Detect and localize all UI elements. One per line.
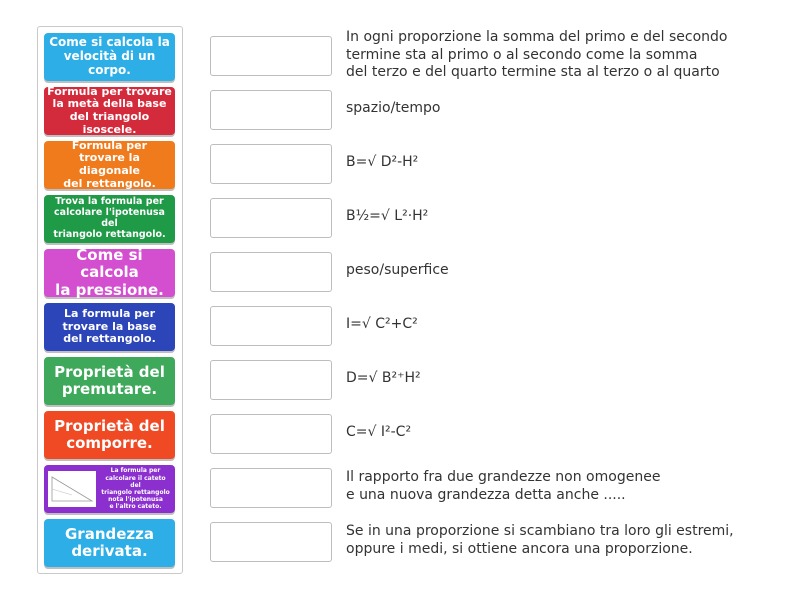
tile-velocita[interactable]: Come si calcola la velocità di un corpo. xyxy=(44,33,175,81)
tile-meta-base-isoscele[interactable]: Formula per trovare la metà della base del triangolo isoscele. xyxy=(44,87,175,135)
drop-slot-9[interactable] xyxy=(210,468,332,508)
triangle-icon xyxy=(48,471,96,507)
drop-slot-8[interactable] xyxy=(210,414,332,454)
tile-ipotenusa[interactable]: Trova la formula per calcolare l'ipotenusa del triangolo rettangolo. xyxy=(44,195,175,243)
drop-slot-3[interactable] xyxy=(210,144,332,184)
definition-7: D=√ B²⁺H² xyxy=(346,370,421,386)
definition-3: B=√ D²-H² xyxy=(346,154,419,170)
drop-slot-10[interactable] xyxy=(210,522,332,562)
tile-base-rettangolo[interactable]: La formula per trovare la base del rettangolo. xyxy=(44,303,175,351)
tile-diagonale-rettangolo[interactable]: Formula per trovare la diagonale del rettangolo. xyxy=(44,141,175,189)
triangle-thumbnail-image xyxy=(48,471,96,507)
drop-slot-4[interactable] xyxy=(210,198,332,238)
definition-4: B½=√ L²·H² xyxy=(346,208,429,224)
definition-5: peso/superfice xyxy=(346,262,449,278)
tile-permutare[interactable]: Proprietà del premutare. xyxy=(44,357,175,405)
definition-10: Se in una proporzione si scambiano tra loro gli estremi, oppure i medi, si ottiene ancora una proporzione. xyxy=(346,523,734,557)
drop-slot-7[interactable] xyxy=(210,360,332,400)
tile-cateto[interactable]: La formula per calcolare il cateto del triangolo rettangolo nota l'ipotenusa e l'altro cateto. xyxy=(44,465,175,513)
definition-2: spazio/tempo xyxy=(346,100,441,116)
definition-6: I=√ C²+C² xyxy=(346,316,418,332)
tiles-panel xyxy=(37,26,183,574)
tile-pressione[interactable]: Come si calcola la pressione. xyxy=(44,249,175,297)
tile-comporre[interactable]: Proprietà del comporre. xyxy=(44,411,175,459)
tile-grandezza-derivata[interactable]: Grandezza derivata. xyxy=(44,519,175,567)
drop-slot-2[interactable] xyxy=(210,90,332,130)
definition-9: Il rapporto fra due grandezze non omogenee e una nuova grandezza detta anche ..... xyxy=(346,469,661,503)
drop-slot-6[interactable] xyxy=(210,306,332,346)
definition-1: In ogni proporzione la somma del primo e del secondo termine sta al primo o al secondo come la somma del terzo e del quarto termine sta al terzo o al quarto xyxy=(346,29,728,80)
drop-slot-5[interactable] xyxy=(210,252,332,292)
definition-8: C=√ I²-C² xyxy=(346,424,412,440)
drop-slot-1[interactable] xyxy=(210,36,332,76)
